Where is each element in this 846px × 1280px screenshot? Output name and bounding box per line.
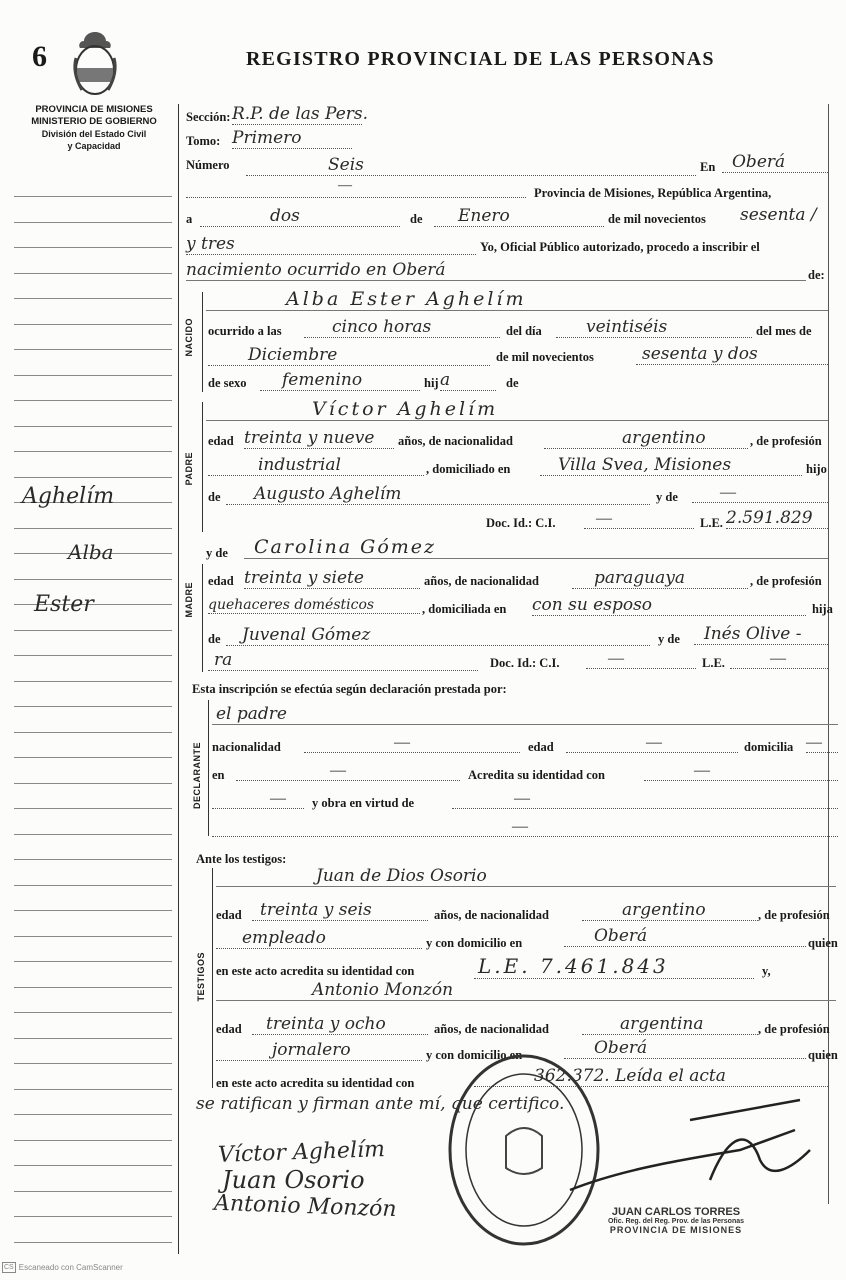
a-label: a [186, 212, 193, 226]
margin-rule [14, 834, 172, 835]
seccion-label: Sección: [186, 110, 231, 124]
camscanner-icon: CS [4, 1264, 14, 1271]
madre-edad-label: edad [208, 574, 234, 588]
testigo2-prof-label: , de profesión [758, 1022, 830, 1036]
sexo-label: de sexo [208, 376, 247, 390]
declarante-edad-label: edad [528, 740, 554, 754]
margin-rule [14, 783, 172, 784]
anio-part1: sesenta / [740, 205, 817, 225]
blank-line [186, 196, 526, 198]
testigos-intro: Ante los testigos: [196, 852, 287, 866]
issuer-province: PROVINCIA DE MISIONES [35, 104, 153, 115]
testigo1-acredita-label: en este acto acredita su identidad con [216, 964, 415, 978]
testigo1-edad: treinta y seis [252, 900, 428, 921]
madre-y-de-label: y de [206, 546, 228, 560]
blank-dash: — [338, 178, 352, 193]
issuer-division: División del Estado Civil [41, 129, 147, 139]
seccion-value: R.P. de las Pers. [232, 104, 369, 124]
margin-rule [14, 757, 172, 758]
testigo1-dom-label: y con domicilio en [426, 936, 523, 950]
document-title: REGISTRO PROVINCIAL DE LAS PERSONAS [246, 48, 715, 70]
testigo2-dom-label: y con domicilio en [426, 1048, 523, 1062]
de-colon-label: de: [808, 268, 825, 282]
acto-value: nacimiento ocurrido en Oberá [186, 260, 806, 281]
madre-bracket [202, 564, 203, 672]
madre-domicilio: con su esposo [532, 595, 806, 616]
testigo2-quien-label: quien [808, 1048, 838, 1062]
madre-profesion: quehaceres domésticos [208, 597, 420, 614]
margin-rule [14, 681, 172, 682]
madre-edad: treinta y siete [244, 568, 420, 589]
declarante-extra: — [212, 818, 838, 837]
margin-rule [14, 1089, 172, 1090]
padre-nac-label: años, de nacionalidad [398, 434, 513, 448]
margin-rule [14, 528, 172, 529]
padre-y-de-label: y de [656, 490, 678, 504]
padre-section-label: PADRE [184, 452, 194, 486]
declarante-acredita: — [644, 762, 838, 781]
declarante-quien: el padre [212, 704, 838, 725]
declarante-en-label: en [212, 768, 225, 782]
official-provincia: PROVINCIA DE MISIONES [609, 1225, 743, 1235]
padre-bracket [202, 402, 203, 532]
padre-padre-de: Augusto Aghelím [226, 484, 650, 505]
testigos-bracket [212, 868, 213, 1088]
margin-rule [14, 1012, 172, 1013]
hij-suffix: a [440, 370, 496, 391]
declarante-dom: — [806, 734, 838, 753]
official-stamp-block [596, 1206, 756, 1235]
madre-dom-label: , domiciliada en [422, 602, 507, 616]
declarante-obra-pre: — [212, 790, 304, 809]
dia-value: dos [200, 206, 400, 227]
issuer-division-2: y Capacidad [67, 141, 121, 151]
margin-rule [14, 961, 172, 962]
testigo2-doc: 362.372. Leída el acta [474, 1066, 828, 1087]
testigo1-dom: Oberá [564, 926, 806, 947]
numero-label: Número [186, 158, 230, 172]
margin-rule [14, 1063, 172, 1064]
padre-profesion: industrial [208, 455, 424, 476]
provincia-text: Provincia de Misiones, República Argentina, [534, 186, 772, 200]
margin-rule [14, 1114, 172, 1115]
testigo1-nombre: Juan de Dios Osorio [216, 866, 836, 887]
nacido-bracket [202, 292, 203, 392]
testigo2-nombre: Antonio Monzón [216, 980, 836, 1001]
margin-rule [14, 910, 172, 911]
nacido-nombre: Alba Ester Aghelím [206, 288, 828, 311]
tomo-label: Tomo: [186, 134, 221, 148]
margin-rule [14, 1165, 172, 1166]
margin-rule [14, 1038, 172, 1039]
madre-nombre: Carolina Gómez [244, 536, 828, 559]
margin-rule [14, 324, 172, 325]
hora-value: cinco horas [304, 317, 500, 338]
firma-testigo-1: Juan Osorio [222, 1166, 365, 1194]
padre-le: 2.591.829 [726, 508, 828, 529]
padre-domicilio: Villa Svea, Misiones [540, 455, 802, 476]
margin-rule [14, 298, 172, 299]
margin-rule [14, 987, 172, 988]
margin-rule [14, 859, 172, 860]
testigo2-edad: treinta y ocho [252, 1014, 428, 1035]
padre-prof-label: , de profesión [750, 434, 822, 448]
margin-rule [14, 400, 172, 401]
testigo1-edad-label: edad [216, 908, 242, 922]
madre-nacionalidad: paraguaya [572, 568, 748, 589]
padre-ci: — [584, 510, 694, 529]
madre-le: — [730, 650, 828, 669]
en-label: En [700, 160, 716, 174]
margin-note-first-name: Alba [68, 540, 114, 564]
scanner-footer [2, 1262, 123, 1273]
testigo2-profesion: jornalero [216, 1040, 422, 1061]
page-right-edge [828, 104, 829, 1204]
margin-rule [14, 1191, 172, 1192]
firma-testigo-2: Antonio Monzón [213, 1190, 397, 1223]
declarante-nac-label: nacionalidad [212, 740, 281, 754]
madre-madre-de: Inés Olive - [694, 624, 828, 645]
testigo2-nac-label: años, de nacionalidad [434, 1022, 549, 1036]
ocurrido-label: ocurrido a las [208, 324, 282, 338]
testigo1-doc: L.E. 7.461.843 [474, 954, 754, 979]
official-signature-icon [560, 1090, 820, 1215]
testigo1-nac-label: años, de nacionalidad [434, 908, 549, 922]
del-mes-label: del mes de [756, 324, 812, 338]
margin-rule [14, 375, 172, 376]
testigos-section-label: TESTIGOS [196, 952, 206, 1002]
padre-hijo-label: hijo [806, 462, 827, 476]
margin-rule [14, 451, 172, 452]
declarante-acredita-label: Acredita su identidad con [468, 768, 605, 782]
testigo1-quien-label: quien [808, 936, 838, 950]
anio-part2: y tres [186, 234, 476, 255]
de-label-nacido: de [506, 376, 519, 390]
madre-madre-de-cont: ra [208, 650, 478, 671]
issuer-ministry: MINISTERIO DE GOBIERNO [31, 116, 157, 127]
nacido-section-label: NACIDO [184, 318, 194, 357]
margin-rule [14, 1242, 172, 1243]
madre-nac-label: años, de nacionalidad [424, 574, 539, 588]
yo-text: Yo, Oficial Público autorizado, procedo a inscribir el [480, 240, 760, 254]
padre-nombre: Víctor Aghelím [206, 398, 828, 421]
padre-de-label: de [208, 490, 221, 504]
madre-le-label: L.E. [702, 656, 725, 670]
margin-note-middle-name: Ester [34, 592, 94, 617]
madre-prof-label: , de profesión [750, 574, 822, 588]
margin-rule [14, 196, 172, 197]
scanner-footer-text: Escaneado con CamScanner [18, 1263, 123, 1272]
declarante-bracket [208, 700, 209, 836]
padre-edad-label: edad [208, 434, 234, 448]
testigo2-edad-label: edad [216, 1022, 242, 1036]
margin-rule [14, 885, 172, 886]
hij-label: hij [424, 376, 439, 390]
padre-madre-de: — [692, 484, 828, 503]
margin-rule [14, 477, 172, 478]
margin-rule [14, 349, 172, 350]
de-label: de [410, 212, 423, 226]
margin-note-surname: Aghelím [22, 484, 115, 509]
testigo2-nac: argentina [582, 1014, 758, 1035]
padre-le-label: L.E. [700, 516, 723, 530]
testigo1-y-label: y, [762, 964, 771, 978]
margin-rule [14, 630, 172, 631]
madre-de-label: de [208, 632, 221, 646]
declarante-nac: — [304, 734, 520, 753]
declarante-dom-label: domicilia [744, 740, 794, 754]
padre-doc-label: Doc. Id.: C.I. [486, 516, 556, 530]
margin-rule [14, 1140, 172, 1141]
declarante-edad: — [566, 734, 738, 753]
margin-rule [14, 222, 172, 223]
mes-value-nacido: Diciembre [208, 345, 490, 366]
declarante-intro: Esta inscripción se efectúa según declaración prestada por: [192, 682, 507, 696]
en-value: Oberá [722, 152, 828, 173]
padre-dom-label: , domiciliado en [426, 462, 511, 476]
madre-y-de2-label: y de [658, 632, 680, 646]
testigo2-acredita-label: en este acto acredita su identidad con [216, 1076, 415, 1090]
margin-rule [14, 579, 172, 580]
testigo1-prof-label: , de profesión [758, 908, 830, 922]
margin-rule [14, 706, 172, 707]
margin-rule [14, 936, 172, 937]
margin-rule [14, 426, 172, 427]
tomo-value: Primero [232, 128, 352, 149]
testigos-closing: se ratifican y firman ante mí, que certifico. [196, 1094, 565, 1114]
declarante-obra-label: y obra en virtud de [312, 796, 415, 810]
page-number: 6 [32, 40, 47, 73]
numero-value: Seis [246, 155, 696, 176]
margin-rule [14, 655, 172, 656]
coat-of-arms-icon [70, 28, 120, 103]
mes-value: Enero [434, 206, 604, 227]
official-cargo: Ofic. Reg. del Reg. Prov. de las Personas [607, 1218, 745, 1225]
padre-edad: treinta y nueve [244, 428, 394, 449]
mil-label-nacido: de mil novecientos [496, 350, 594, 364]
mil-label: de mil novecientos [608, 212, 706, 226]
madre-padre-de: Juvenal Gómez [226, 625, 650, 646]
margin-rule [14, 247, 172, 248]
padre-nacionalidad: argentino [544, 428, 748, 449]
sexo-value: femenino [260, 370, 420, 391]
margin-rule [14, 1216, 172, 1217]
firma-padre: Víctor Aghelím [217, 1137, 386, 1168]
declarante-en: — [236, 762, 460, 781]
issuer-block [12, 104, 176, 152]
anio-nacido: sesenta y dos [636, 344, 828, 365]
official-name: JUAN CARLOS TORRES [611, 1206, 741, 1218]
testigo1-nac: argentino [582, 900, 758, 921]
madre-doc-label: Doc. Id.: C.I. [490, 656, 560, 670]
testigo2-dom: Oberá [564, 1038, 806, 1059]
margin-rule [14, 808, 172, 809]
madre-hija-label: hija [812, 602, 833, 616]
del-dia-label: del día [506, 324, 542, 338]
margin-rule [14, 273, 172, 274]
madre-section-label: MADRE [184, 582, 194, 618]
declarante-section-label: DECLARANTE [192, 742, 202, 809]
dia-value-nacido: veintiséis [556, 317, 752, 338]
declarante-obra: — [452, 790, 838, 809]
testigo1-profesion: empleado [216, 928, 422, 949]
margin-rule [14, 732, 172, 733]
madre-ci: — [586, 650, 696, 669]
